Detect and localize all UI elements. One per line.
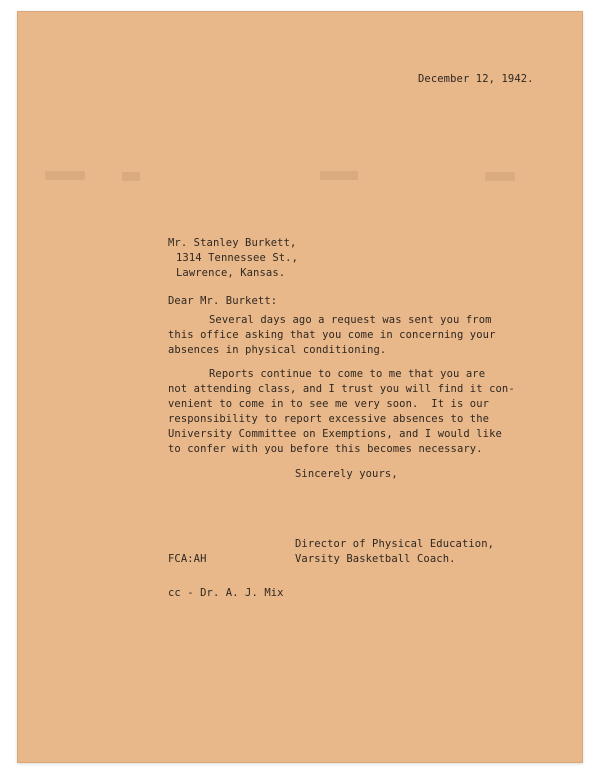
salutation: Dear Mr. Burkett: [168, 295, 278, 307]
signature-title-line: Varsity Basketball Coach. [295, 553, 456, 565]
body-paragraph-2-line: not attending class, and I trust you will find it con- [168, 383, 515, 395]
bleed-through-mark [485, 172, 515, 181]
recipient-name: Mr. Stanley Burkett, [168, 237, 297, 249]
bleed-through-mark [320, 171, 358, 180]
recipient-city: Lawrence, Kansas. [176, 267, 286, 279]
body-paragraph-2-line: University Committee on Exemptions, and I would like [168, 428, 502, 440]
carbon-copy-line: cc - Dr. A. J. Mix [168, 587, 284, 599]
body-paragraph-2-line: to confer with you before this becomes necessary. [168, 443, 483, 455]
body-paragraph-2-line: Reports continue to come to me that you are [209, 368, 486, 380]
body-paragraph-2-line: responsibility to report excessive absences to the [168, 413, 490, 425]
body-paragraph-1-line: absences in physical conditioning. [168, 344, 387, 356]
signature-title-line: Director of Physical Education, [295, 538, 495, 550]
letter-page [17, 11, 583, 763]
bleed-through-mark [45, 171, 85, 180]
body-paragraph-1-line: Several days ago a request was sent you from [209, 314, 492, 326]
bleed-through-mark [122, 172, 140, 181]
closing: Sincerely yours, [295, 468, 398, 480]
typist-initials: FCA:AH [168, 553, 207, 565]
body-paragraph-1-line: this office asking that you come in concerning your [168, 329, 496, 341]
letter-date: December 12, 1942. [418, 73, 534, 85]
body-paragraph-2-line: venient to come in to see me very soon. It is our [168, 398, 490, 410]
recipient-street: 1314 Tennessee St., [176, 252, 299, 264]
